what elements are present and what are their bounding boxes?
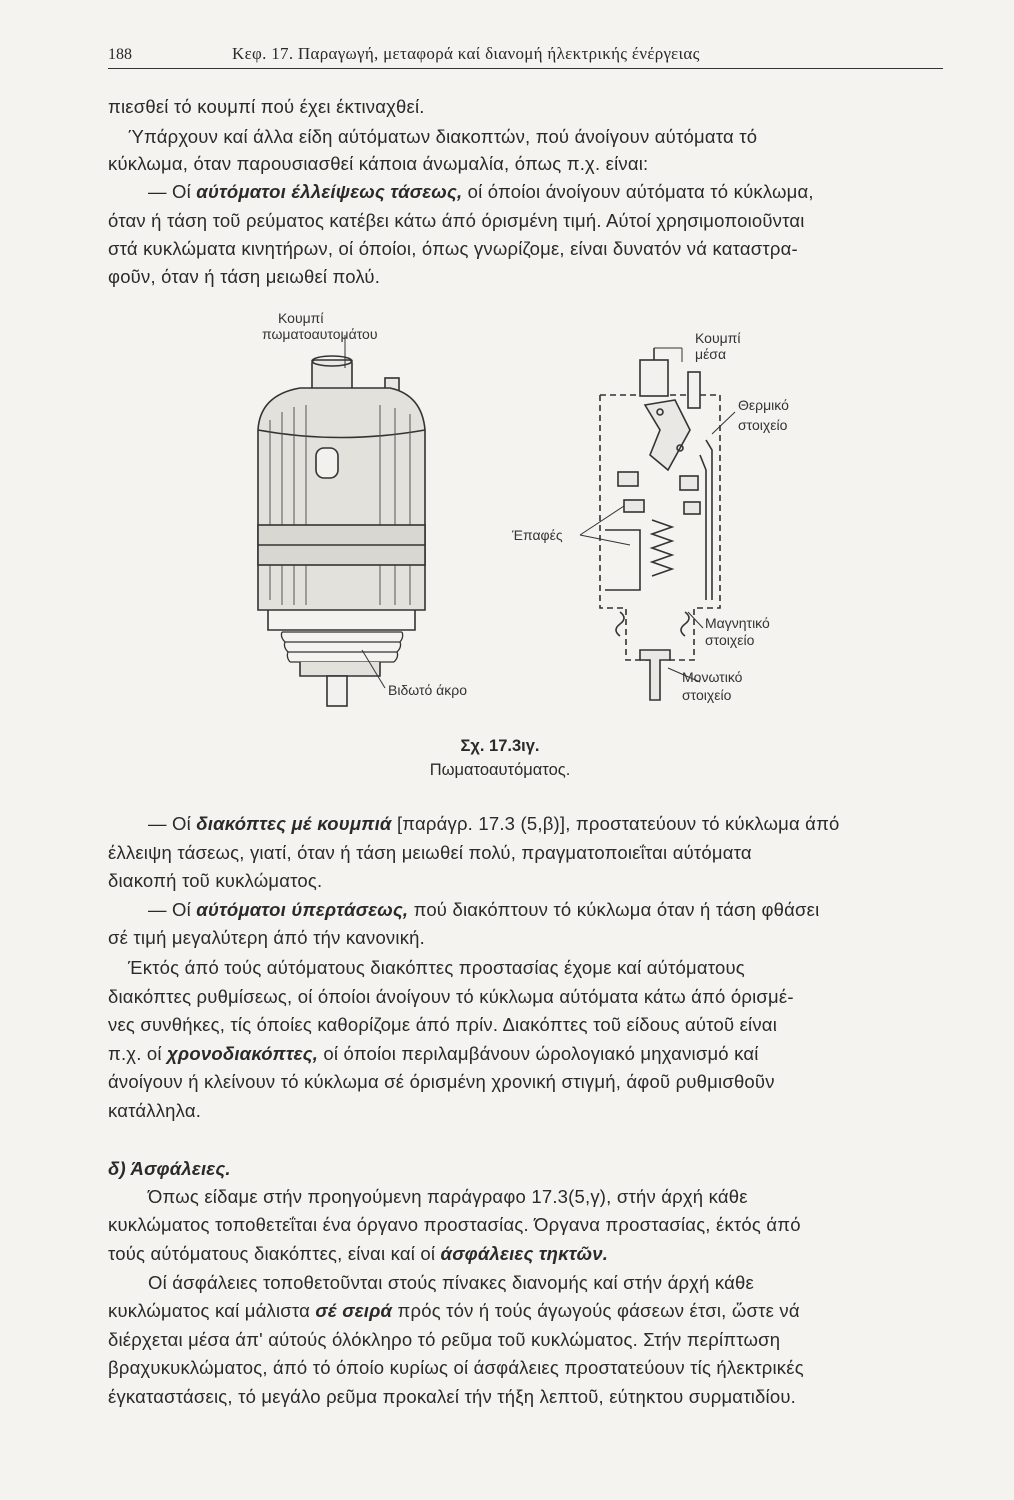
text-line: βραχυκυκλώματος, άπό τό όποίο κυρίως οί άσφάλειες προστατεύουν τίς ήλεκτρικές (108, 1357, 804, 1378)
label-thermal-element: στοιχείο (738, 417, 788, 433)
label-button: Κουμπί (278, 310, 324, 326)
figure-number: Σχ. 17.3ιγ. (460, 737, 540, 755)
text-line: — Οί διακόπτες μέ κουμπιά [παράγρ. 17.3 (5,β)], προστατεύουν τό κύκλωμα άπό (148, 813, 840, 834)
term-timers: χρονοδιακόπτες, (167, 1043, 319, 1064)
text-line: Έκτός άπό τούς αύτόματους διακόπτες προστασίας έχομε καί αύτόματους (128, 957, 745, 978)
text-line: έγκαταστάσεις, τό μεγάλο ρεῦμα προκαλεί τήν τήξη λεπτοῦ, εύτηκτου συρματιδίου. (108, 1386, 796, 1407)
text-line: — Οί αύτόματοι έλλείψεως τάσεως, οί όποίοι άνοίγουν αύτόματα τό κύκλωμα, (148, 181, 814, 202)
text-line: όταν ή τάση τοῦ ρεύματος κατέβει κάτω άπό όρισμένη τιμή. Αύτοί χρησιμοποιοῦνται (108, 210, 805, 231)
text-line: κύκλωμα, όταν παρουσιασθεί κάποια άνωμαλία, όπως π.χ. είναι: (108, 153, 649, 174)
text-line: σέ τιμή μεγαλύτερη άπό τήν κανονική. (108, 927, 425, 948)
label-insulating-element: Μονωτικό (682, 669, 743, 685)
label-insulating-element: στοιχείο (682, 687, 732, 703)
text-line: έλλειψη τάσεως, γιατί, όταν ή τάση μειωθεί πολύ, πραγματοποιεΐται αύτόματα (108, 842, 752, 863)
text-line: κυκλώματος τοποθετεΐται ένα όργανο προστασίας. Όργανα προστασίας, έκτός άπό (108, 1214, 801, 1235)
text-line: διακόπτες ρυθμίσεως, οί όποίοι άνοίγουν τό κύκλωμα αύτόματα κάτω άπό όρισμέ- (108, 986, 794, 1007)
label-threaded-end: Βιδωτό άκρο (388, 682, 468, 698)
label-magnetic-element: στοιχείο (705, 632, 755, 648)
text-line: πιεσθεί τό κουμπί πού έχει έκτιναχθεί. (108, 96, 425, 117)
term-in-series: σέ σειρά (315, 1300, 393, 1321)
text-line: — Οί αύτόματοι ύπερτάσεως, πού διακόπτουν τό κύκλωμα όταν ή τάση φθάσει (148, 899, 820, 920)
text-line: νες συνθήκες, τίς όποίες καθορίζομε άπό πρίν. Διακόπτες τοῦ είδους αύτοῦ είναι (108, 1014, 778, 1035)
figure-caption: Πωματοαυτόματος. (429, 761, 571, 779)
label-magnetic-element: Μαγνητικό (705, 615, 770, 631)
text-line: κατάλληλα. (108, 1100, 202, 1121)
text-line: π.χ. οί χρονοδιακόπτες, οί όποίοι περιλαμβάνουν ώρολογιακό μηχανισμό καί (108, 1043, 759, 1064)
text-line: Όπως είδαμε στήν προηγούμενη παράγραφο 17.3(5,γ), στήν άρχή κάθε (148, 1186, 748, 1207)
text-line: Ύπάρχουν καί άλλα είδη αύτόματων διακοπτών, πού άνοίγουν αύτόματα τό (128, 126, 758, 147)
breaker-exterior-drawing (258, 335, 425, 706)
chapter-title: Κεφ. 17. Παραγωγή, μεταφορά καί διανομή ήλεκτρικής ένέργειας (232, 44, 700, 63)
label-thermal-element: Θερμικό (738, 397, 789, 413)
text-line: άνοίγουν ή κλείνουν τό κύκλωμα σέ όρισμένη χρονική στιγμή, άφοῦ ρυθμισθοῦν (108, 1071, 775, 1092)
text-line: διέρχεται μέσα άπ' αύτούς όλόκληρο τό ρεῦμα τοῦ κυκλώματος. Στήν περίπτωση (108, 1329, 781, 1350)
text-line: Οί άσφάλειες τοποθετοῦνται στούς πίνακες διανομής καί στήν άρχή κάθε (148, 1272, 754, 1293)
text-line: φοῦν, όταν ή τάση μειωθεί πολύ. (108, 266, 381, 287)
page-number: 188 (108, 46, 132, 63)
text-line: τούς αύτόματους διακόπτες, είναι καί οί άσφάλειες τηκτῶν. (108, 1243, 609, 1264)
text-line: διακοπή τοῦ κυκλώματος. (108, 870, 323, 891)
section-heading: δ) Άσφάλειες. (108, 1158, 231, 1179)
term-button-switches: διακόπτες μέ κουμπιά (196, 813, 392, 834)
term-undervoltage: αύτόματοι έλλείψεως τάσεως, (196, 181, 463, 202)
label-inner-button: Κουμπί (695, 330, 741, 346)
text-line: κυκλώματος καί μάλιστα σέ σειρά πρός τόν ή τούς άγωγούς φάσεων έτσι, ὥστε νά (108, 1300, 800, 1321)
term-fuses: άσφάλειες τηκτῶν. (440, 1243, 609, 1264)
text-line: στά κυκλώματα κινητήρων, οί όποίοι, όπως γνωρίζομε, είναι δυνατόν νά καταστρα- (108, 238, 798, 259)
label-button: πωματοαυτομάτου (262, 326, 378, 342)
label-inner-button: μέσα (695, 346, 727, 362)
label-contacts: Έπαφές (512, 527, 563, 543)
term-overvoltage: αύτόματοι ύπερτάσεως, (196, 899, 409, 920)
